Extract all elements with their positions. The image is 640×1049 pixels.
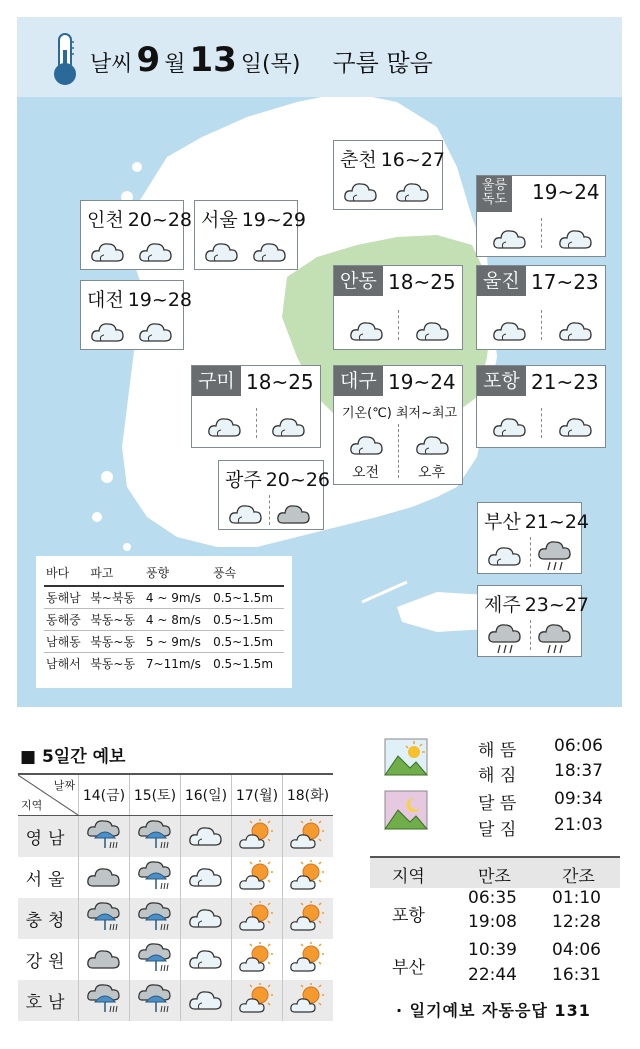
forecast-row [18, 857, 333, 898]
tide-high: 19:08 [468, 912, 517, 932]
table-row: 동해남 북~북동 4 ~ 9m/s 0.5~1.5m [44, 586, 284, 609]
city-card-incheon [80, 200, 192, 270]
city-label: 서울 19~29 [201, 209, 306, 231]
cloudy-icon [348, 316, 386, 348]
cloudy-icon [187, 821, 225, 853]
sun-cloud-icon [289, 818, 327, 856]
sun-cloud-icon [289, 941, 327, 979]
page-title [90, 40, 433, 80]
am-label: 오전 [352, 465, 380, 481]
cloudy-icon [342, 177, 380, 209]
day-header: 14(금) [79, 774, 130, 816]
divider [530, 620, 531, 650]
cloudy-icon [491, 412, 529, 444]
city-card-busan [477, 502, 589, 574]
city-temp: 17~23 [531, 270, 599, 294]
tide-high: 06:35 [468, 888, 517, 908]
forecast-table [18, 773, 333, 1021]
rain-cloud-icon [536, 622, 574, 660]
umbrella-icon [136, 941, 174, 979]
cloudy-icon [486, 541, 524, 573]
city-card-ulleung [476, 175, 606, 257]
city-card-pohang [476, 365, 606, 448]
cloudy-icon [227, 499, 265, 531]
city-tag: 구미 [192, 366, 241, 396]
cloudy-icon [414, 430, 452, 462]
astro-time: 21:03 [554, 815, 603, 835]
corner-date-label: 날짜 [53, 779, 75, 792]
city-card-andong [333, 265, 463, 350]
temp-legend: 기온(℃) 최저~최고 [342, 406, 458, 421]
cloudy-icon [251, 237, 289, 269]
sun-cloud-icon [238, 941, 276, 979]
cloudy-icon [348, 430, 386, 462]
cloudy-icon [187, 862, 225, 894]
title-day: 13 [189, 40, 237, 80]
tide-low: 04:06 [552, 940, 601, 960]
city-card-gwangju [218, 460, 330, 530]
forecast-row [18, 816, 333, 858]
day-header: 18(화) [283, 774, 334, 816]
city-card-chuncheon [333, 140, 443, 210]
sun-cloud-icon [289, 982, 327, 1020]
region-label: 충청 [18, 898, 79, 939]
overcast-icon [85, 944, 123, 976]
astro-label: 달 뜸 [478, 794, 517, 814]
cloudy-icon [557, 412, 595, 444]
city-tag: 울진 [477, 266, 526, 296]
tide-low: 16:31 [552, 965, 601, 985]
cloudy-icon [89, 237, 127, 269]
city-temp: 18~25 [246, 370, 314, 394]
tide-low: 01:10 [552, 888, 601, 908]
arsinfo-note: · 일기예보 자동응답 131 [396, 1001, 591, 1020]
city-temp: 18~25 [388, 270, 456, 294]
rain-cloud-icon [486, 622, 524, 660]
sun-cloud-icon [238, 818, 276, 856]
astro-label: 해 뜸 [478, 741, 517, 761]
city-label: 광주 20~26 [225, 469, 330, 491]
overcast-icon [275, 499, 313, 531]
umbrella-icon [85, 900, 123, 938]
cloudy-icon [206, 412, 244, 444]
title-month: 9 [136, 40, 161, 80]
forecast-row [18, 898, 333, 939]
astro-time: 06:06 [554, 736, 603, 756]
overcast-icon [85, 862, 123, 894]
city-temp: 19~24 [388, 370, 456, 394]
cloudy-icon [187, 985, 225, 1017]
cloudy-icon [137, 317, 175, 349]
city-temp: 21~23 [531, 370, 599, 394]
tide-low: 12:28 [552, 912, 601, 932]
tide-header-high: 만조 [478, 867, 511, 887]
sun-cloud-icon [289, 859, 327, 897]
sun-cloud-icon [238, 982, 276, 1020]
city-label: 제주 23~27 [484, 594, 589, 616]
sunset-row [478, 761, 603, 786]
city-tag: 울릉 독도 [477, 176, 512, 212]
sea-header: 바다 [44, 562, 88, 586]
city-label: 춘천 16~27 [340, 149, 445, 171]
day-header: 15(토) [130, 774, 181, 816]
pm-label: 오후 [418, 465, 446, 481]
city-card-daejeon [80, 280, 192, 350]
city-tag: 대구 [334, 366, 383, 396]
divider [541, 310, 542, 340]
divider [541, 218, 542, 248]
title-day-unit: 일(목) [240, 52, 301, 77]
thermometer-icon [50, 32, 80, 86]
corner-cell [18, 774, 79, 816]
cloudy-icon [89, 317, 127, 349]
divider [541, 408, 542, 438]
tide-region: 부산 [392, 958, 425, 978]
city-card-jeju [477, 585, 589, 657]
city-label: 대전 19~28 [87, 289, 192, 311]
city-tag: 안동 [334, 266, 383, 296]
cloudy-icon [187, 944, 225, 976]
city-card-daegu [333, 365, 463, 485]
umbrella-icon [136, 900, 174, 938]
umbrella-icon [136, 982, 174, 1020]
city-temp: 19~24 [532, 180, 600, 204]
city-tag: 포항 [477, 366, 526, 396]
tide-header-region: 지역 [392, 867, 425, 887]
cloudy-icon [491, 224, 529, 256]
cloudy-icon [557, 316, 595, 348]
moonrise-icon [384, 790, 428, 830]
title-prefix: 날씨 [90, 52, 133, 77]
cloudy-icon [137, 237, 175, 269]
day-header: 16(일) [181, 774, 232, 816]
city-label: 부산 21~24 [484, 511, 589, 533]
sunrise-icon [384, 738, 428, 776]
cloudy-icon [187, 903, 225, 935]
forecast-row [18, 939, 333, 980]
moonset-row [478, 815, 603, 840]
table-row: 남해서 북동~동 7~11m/s 0.5~1.5m [46, 656, 274, 671]
region-label: 영남 [18, 816, 79, 858]
cloudy-icon [491, 316, 529, 348]
day-header: 17(월) [232, 774, 283, 816]
region-label: 강원 [18, 939, 79, 980]
moonrise-row [478, 789, 603, 814]
tide-header [370, 856, 620, 888]
umbrella-icon [136, 859, 174, 897]
astro-label: 해 짐 [478, 766, 517, 786]
region-label: 서울 [18, 857, 79, 898]
rain-cloud-icon [536, 539, 574, 577]
cloudy-icon [557, 224, 595, 256]
tide-header-low: 간조 [562, 867, 595, 887]
title-month-unit: 월 [164, 52, 186, 77]
city-card-gumi [191, 365, 321, 448]
tide-high: 22:44 [468, 965, 517, 985]
divider [398, 310, 399, 340]
astro-time: 18:37 [554, 761, 603, 781]
sunrise-row [478, 736, 603, 761]
region-label: 호남 [18, 980, 79, 1021]
sea-header: 파고 [88, 562, 144, 586]
divider [269, 495, 270, 525]
cloudy-icon [414, 316, 452, 348]
astro-time: 09:34 [554, 789, 603, 809]
cloudy-icon [394, 177, 432, 209]
astro-label: 달 짐 [478, 820, 517, 840]
tide-high: 10:39 [468, 940, 517, 960]
divider [398, 424, 399, 478]
city-card-seoul [194, 200, 306, 270]
table-row: 남해동 북동~동 5 ~ 9m/s 0.5~1.5m [44, 631, 284, 653]
divider [530, 537, 531, 567]
divider [256, 408, 257, 438]
sea-table [36, 556, 292, 688]
forecast-row [18, 980, 333, 1021]
forecast-title: ■ 5일간 예보 [20, 747, 126, 767]
umbrella-icon [85, 818, 123, 856]
cloudy-icon [270, 412, 308, 444]
city-card-uljin [476, 265, 606, 350]
umbrella-icon [136, 818, 174, 856]
sea-header: 풍향 [144, 562, 211, 586]
corner-region-label: 지역 [21, 799, 43, 812]
table-row: 동해중 북동~동 4 ~ 8m/s 0.5~1.5m [44, 609, 284, 631]
city-label: 인천 20~28 [87, 209, 192, 231]
title-condition: 구름 많음 [332, 49, 433, 77]
tide-region: 포항 [392, 906, 425, 926]
sun-cloud-icon [238, 859, 276, 897]
cloudy-icon [203, 237, 241, 269]
sea-header: 풍속 [211, 562, 284, 586]
sun-cloud-icon [289, 900, 327, 938]
sun-cloud-icon [238, 900, 276, 938]
umbrella-icon [85, 982, 123, 1020]
